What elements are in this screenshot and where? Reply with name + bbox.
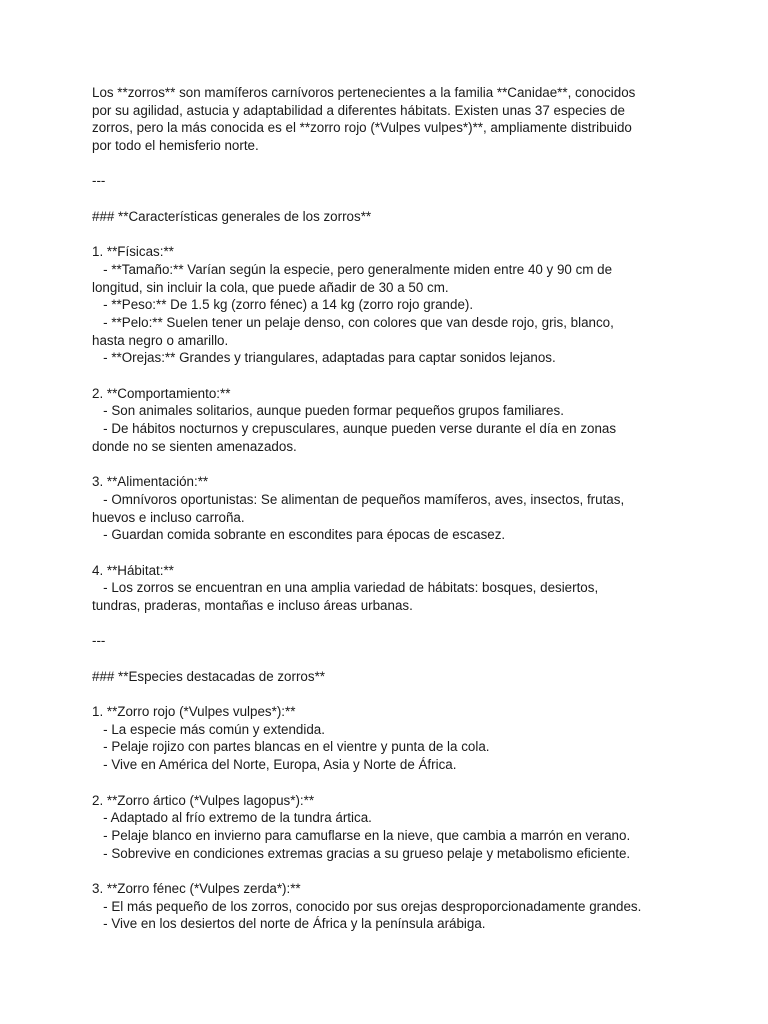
text-line: - El más pequeño de los zorros, conocido por sus orejas desproporcionadamente grandes. [92,898,642,914]
text-line: zorros, pero la más conocida es el **zorro rojo (*Vulpes vulpes*)**, ampliamente distribuido [92,120,632,136]
text-line: - Pelaje blanco en invierno para camuflarse en la nieve, que cambia a marrón en verano. [92,827,631,843]
text-line: huevos e incluso carroña. [92,509,245,525]
text-line: - Pelaje rojizo con partes blancas en el vientre y punta de la cola. [92,739,490,755]
text-line: Los **zorros** son mamíferos carnívoros pertenecientes a la familia **Canidae**, conocidos [92,85,636,100]
text-line: 1. **Zorro rojo (*Vulpes vulpes*):** [92,704,296,720]
blank-line [92,190,692,208]
blank-line [92,455,692,473]
text-line: por su agilidad, astucia y adaptabilidad a diferentes hábitats. Existen unas 37 especies de [92,102,625,118]
text-line: - Son animales solitarios, aunque pueden formar pequeños grupos familiares. [92,403,564,419]
blank-line [92,774,692,792]
text-line: - La especie más común y extendida. [92,721,325,737]
text-line: - De hábitos nocturnos y crepusculares, aunque pueden verse durante el día en zonas [92,421,617,437]
text-line: tundras, praderas, montañas e incluso áreas urbanas. [92,597,413,613]
text-line: 2. **Zorro ártico (*Vulpes lagopus*):** [92,792,315,808]
blank-line [92,685,692,703]
section-heading: ### **Características generales de los zorros** [92,208,372,224]
blank-line [92,615,692,633]
text-line: - Vive en América del Norte, Europa, Asia y Norte de África. [92,757,457,773]
text-line: - **Peso:** De 1.5 kg (zorro fénec) a 14 kg (zorro rojo grande). [92,297,474,313]
blank-line [92,650,692,668]
text-line: longitud, sin incluir la cola, que puede añadir de 30 a 50 cm. [92,279,449,295]
text-line: hasta negro o amarillo. [92,332,229,348]
text-line: 3. **Alimentación:** [92,474,209,490]
text-line: por todo el hemisferio norte. [92,138,259,154]
text-line: - **Pelo:** Suelen tener un pelaje denso, con colores que van desde rojo, gris, blanco, [92,314,614,330]
text-line: 1. **Físicas:** [92,244,174,260]
text-line: - Omnívoros oportunistas: Se alimentan de pequeños mamíferos, aves, insectos, frutas, [92,491,625,507]
blank-line [92,367,692,385]
text-line: 4. **Hábitat:** [92,562,174,578]
text-line: - Guardan comida sobrante en escondites para épocas de escasez. [92,527,506,543]
blank-line [92,862,692,880]
horizontal-rule-text: --- [92,173,106,189]
text-line: donde no se sienten amenazados. [92,438,297,454]
horizontal-rule-text: --- [92,633,106,649]
text-line: 3. **Zorro fénec (*Vulpes zerda*):** [92,880,301,896]
text-line: - Vive en los desiertos del norte de África y la península arábiga. [92,916,486,932]
text-line: 2. **Comportamiento:** [92,385,231,401]
text-line: - Sobrevive en condiciones extremas gracias a su grueso pelaje y metabolismo eficiente. [92,845,631,861]
text-line: - Los zorros se encuentran en una amplia variedad de hábitats: bosques, desiertos, [92,580,599,596]
document-body [92,84,692,933]
text-line: - **Tamaño:** Varían según la especie, pero generalmente miden entre 40 y 90 cm de [92,261,613,277]
text-line: - Adaptado al frío extremo de la tundra ártica. [92,810,372,826]
text-line: - **Orejas:** Grandes y triangulares, adaptadas para captar sonidos lejanos. [92,350,556,366]
blank-line [92,155,692,173]
blank-line [92,226,692,244]
blank-line [92,544,692,562]
section-heading: ### **Especies destacadas de zorros** [92,668,325,684]
